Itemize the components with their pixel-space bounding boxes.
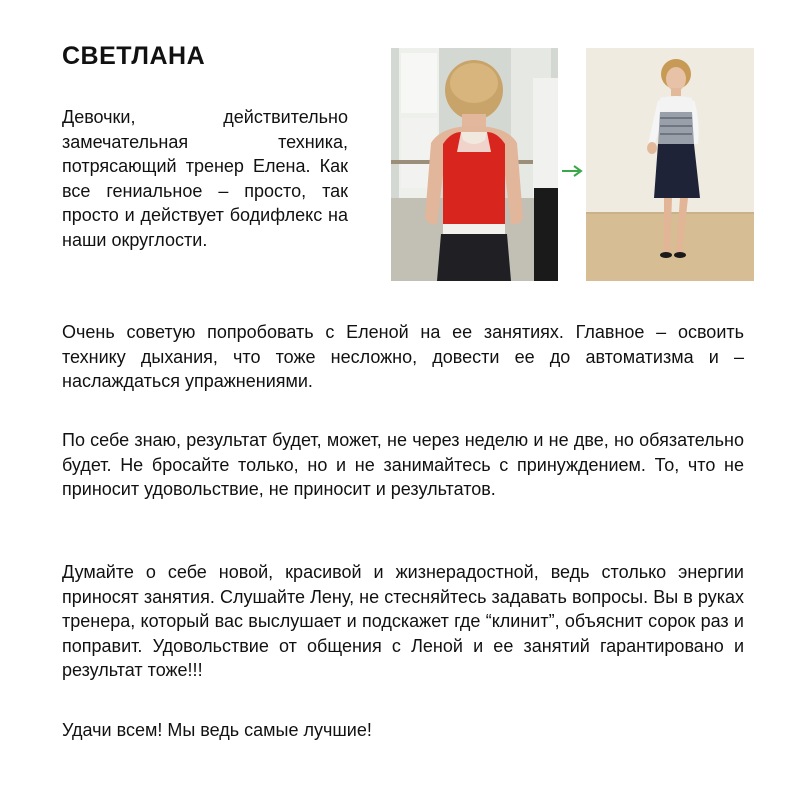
after-photo xyxy=(586,48,754,281)
before-photo-illustration xyxy=(391,48,558,281)
paragraph-2: По себе знаю, результат будет, может, не через неделю и не две, но обязательно будет. Не бросайте только, но и не занимайтесь с принуждением. То, что не приносит удовольствие, не приносит и результатов. xyxy=(62,430,744,499)
before-photo xyxy=(391,48,558,281)
closing-line: Удачи всем! Мы ведь самые лучшие! xyxy=(62,720,372,740)
intro-paragraph: Девочки, действительно замечательная техника, потрясающий тренер Елена. Как все гениальное – просто, так просто и действует бодифлекс на наши округлости. xyxy=(62,107,348,250)
page-title: СВЕТЛАНА xyxy=(62,42,206,70)
paragraph-3: Думайте о себе новой, красивой и жизнерадостной, ведь столько энергии приносят занятия. Слушайте Лену, не стесняйтесь задавать вопросы. Вы в руках тренера, который вас выслушает и подскажет где “клинит”, объяснит сорок раз и поправит. Удовольствие от общения с Леной и ее занятий гарантировано и результат тоже!!! xyxy=(62,562,744,680)
arrow-right-icon xyxy=(561,164,583,178)
after-photo-illustration xyxy=(586,48,754,281)
paragraph-1: Очень советую попробовать с Еленой на ее занятиях. Главное – освоить технику дыхания, что тоже несложно, довести ее до автоматизма и – наслаждаться упражнениями. xyxy=(62,322,744,391)
